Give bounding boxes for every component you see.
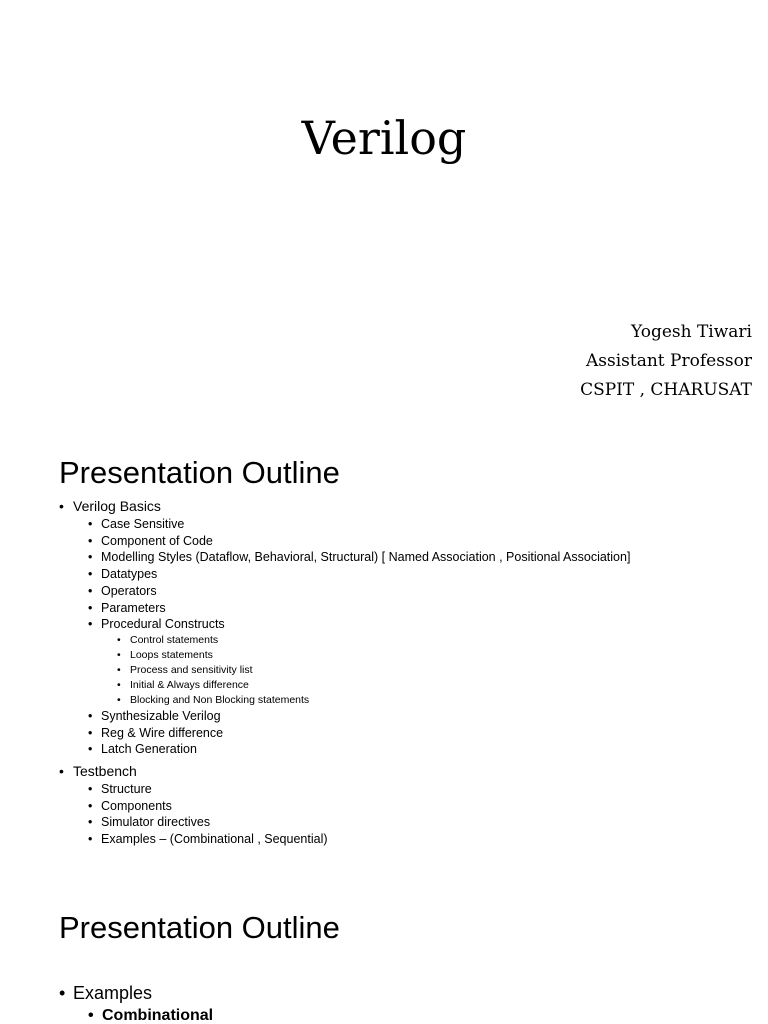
outline-subitem: • Reg & Wire difference <box>59 725 630 742</box>
outline-subitem: • Case Sensitive <box>59 516 630 533</box>
outline-subsubitem: • Control statements <box>59 633 630 648</box>
outline-subsubitem: • Process and sensitivity list <box>59 663 630 678</box>
outline-subsubitem: • Loops statements <box>59 648 630 663</box>
outline-subitem-combinational: • Combinational <box>59 1005 213 1024</box>
outline-subitem: • Synthesizable Verilog <box>59 708 630 725</box>
outline-subsubitem: • Initial & Always difference <box>59 678 630 693</box>
outline-subitem: • Structure <box>59 781 630 798</box>
outline-subitem: • Latch Generation <box>59 741 630 758</box>
outline-subitem: • Modelling Styles (Dataflow, Behavioral, Structural) [ Named Association , Positional Association] <box>59 549 630 566</box>
outline-heading: Presentation Outline <box>59 455 340 490</box>
outline-subitem: • Component of Code <box>59 533 630 550</box>
outline-subitem: • Operators <box>59 583 630 600</box>
outline-item-examples: • Examples <box>59 981 213 1005</box>
outline-subitem: • Procedural Constructs <box>59 616 630 633</box>
author-institution: CSPIT , CHARUSAT <box>580 380 752 400</box>
outline-heading: Presentation Outline <box>59 910 340 945</box>
outline-item-testbench: • Testbench <box>59 761 630 781</box>
outline-item-verilog-basics: • Verilog Basics <box>59 496 630 516</box>
outline-list <box>59 496 630 848</box>
outline-subitem: • Examples – (Combinational , Sequential) <box>59 831 630 848</box>
author-role: Assistant Professor <box>586 351 752 371</box>
title-slide <box>0 0 768 432</box>
outline-slide-2 <box>0 888 768 1024</box>
outline-list <box>59 981 213 1024</box>
outline-subitem: • Datatypes <box>59 566 630 583</box>
author-name: Yogesh Tiwari <box>630 322 752 342</box>
outline-subitem: • Simulator directives <box>59 814 630 831</box>
outline-slide-1 <box>0 432 768 888</box>
outline-subsubitem: • Blocking and Non Blocking statements <box>59 693 630 708</box>
outline-subitem: • Parameters <box>59 600 630 617</box>
author-block <box>580 318 752 405</box>
slide-title: Verilog <box>301 111 467 165</box>
outline-subitem: • Components <box>59 798 630 815</box>
